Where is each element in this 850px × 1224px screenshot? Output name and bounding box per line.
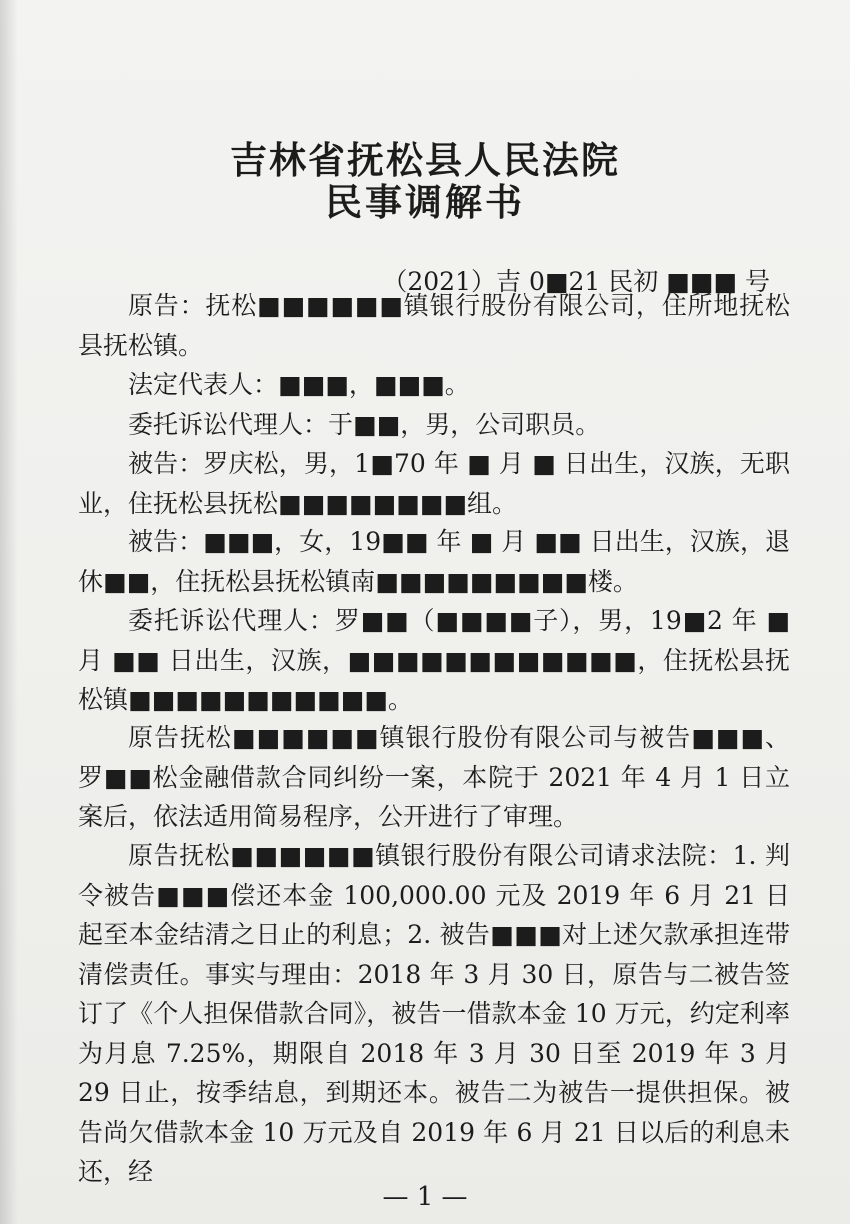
case-number: （2021）吉 0■21 民初 ■■■ 号: [382, 267, 770, 296]
paragraph-claims: 原告抚松■■■■■■镇银行股份有限公司请求法院：1. 判令被告■■■偿还本金 100,000.00 元及 2019 年 6 月 21 日起至本金结清之日止的利息；2. 被告■■■对上述欠款承担连带清偿责任。事实与理由：2018 年 3 月 30 日，原告与二被告签订了《个人担保借款合同》，被告一借款本金 10 万元，约定利率为月息 7.25%，期限自 2018 年 3 月 30 日至 2019 年 3 月 29 日止，按季结息，到期还本。被告二为被告一提供担保。被告尚欠借款本金 10 万元及自 2019 年 6 月 21 日以后的利息未还，经: [78, 841, 790, 1186]
page-number: — 1 —: [382, 1182, 468, 1212]
paragraph-defendant-agent: 委托诉讼代理人：罗■■（■■■■子），男，19■2 年 ■ 月 ■■ 日出生，汉族，■■■■■■■■■■■■，住抚松县抚松镇■■■■■■■■■■■。: [78, 606, 790, 714]
document-type: 民事调解书: [325, 180, 525, 224]
paragraph-defendant-2: 被告：■■■，女，19■■ 年 ■ 月 ■■ 日出生，汉族，退休■■，住抚松县抚松镇南■■■■■■■■■楼。: [78, 527, 790, 596]
paragraph-legal-representative: 法定代表人：■■■，■■■。: [128, 370, 470, 399]
paragraph-plaintiff-agent: 委托诉讼代理人：于■■，男，公司职员。: [128, 410, 601, 439]
paragraph-plaintiff: 原告：抚松■■■■■■镇银行股份有限公司，住所地抚松县抚松镇。: [78, 291, 790, 360]
paragraph-defendant-1: 被告：罗庆松，男，1■70 年 ■ 月 ■ 日出生，汉族，无职业，住抚松县抚松■■■■■■■■组。: [78, 449, 790, 518]
paragraph-case-summary: 原告抚松■■■■■■镇银行股份有限公司与被告■■■、罗■■松金融借款合同纠纷一案，本院于 2021 年 4 月 1 日立案后，依法适用简易程序，公开进行了审理。: [78, 723, 790, 831]
court-name: 吉林省抚松县人民法院: [230, 138, 620, 182]
